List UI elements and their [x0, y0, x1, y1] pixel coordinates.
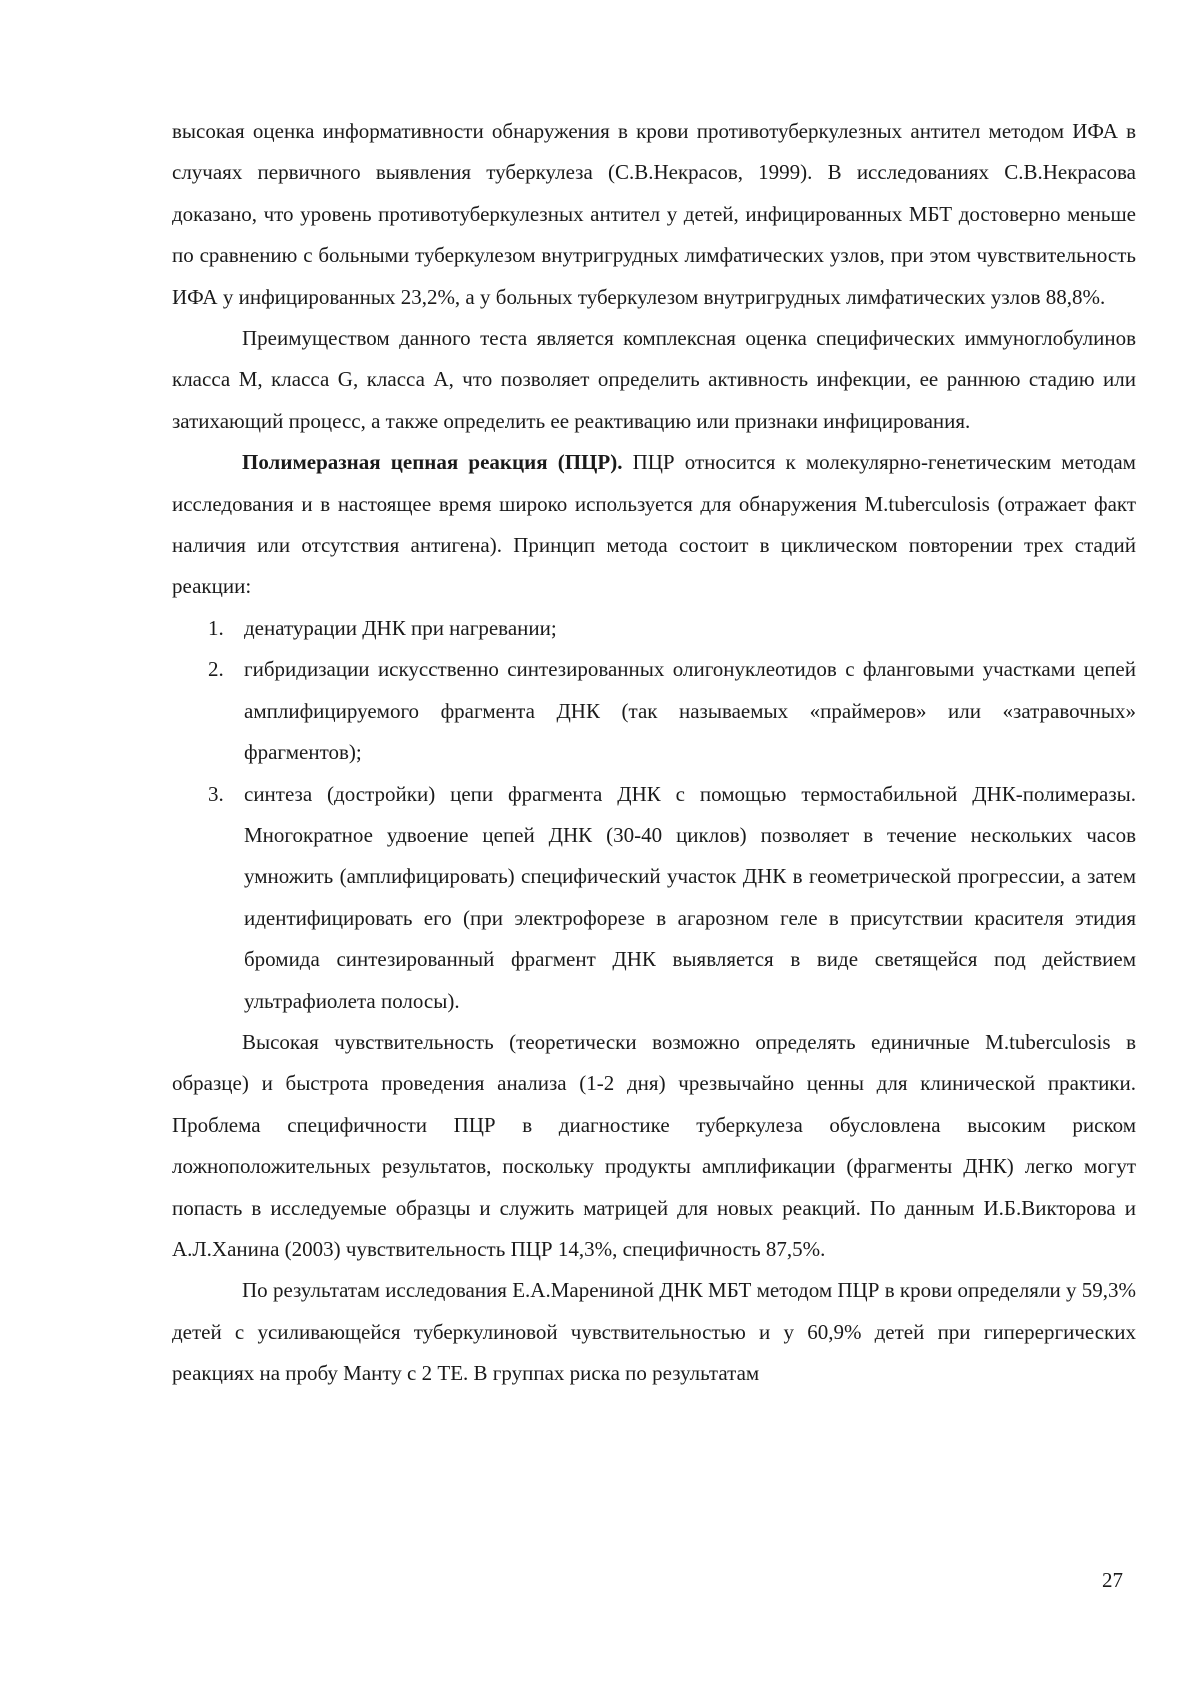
stage-text: гибридизации искусственно синтезированных олигонуклеотидов с фланговыми участками цепей амплифицируемого фрагмента ДНК (так называемых «праймеров» или «затравочных» фрагментов);	[244, 657, 1136, 765]
paragraph-marenina-results: По результатам исследования Е.А.Марениной ДНК МБТ методом ПЦР в крови определяли у 59,3% детей с усиливающейся туберкулиновой чувствительностью и у 60,9% детей при гиперергических реакциях на пробу Манту с 2 ТЕ. В группах риска по результатам	[172, 1278, 1136, 1386]
pcr-stage-item	[172, 649, 1136, 773]
paragraph-test-advantage: Преимуществом данного теста является комплексная оценка специфических иммуноглобулинов класса М, класса G, класса А, что позволяет определить активность инфекции, ее раннюю стадию или затихающий процесс, а также определить ее реактивацию или признаки инфицирования.	[172, 326, 1136, 433]
pcr-stages-list	[172, 608, 1136, 1022]
paragraph-pcr-sensitivity: Высокая чувствительность (теоретически возможно определять единичные M.tuberculosis в образце) и быстрота проведения анализа (1-2 дня) чрезвычайно ценны для клинической практики. Проблема специфичности ПЦР в диагностике туберкулеза обусловлена высоким риском ложноположительных результатов, поскольку продукты амплификации (фрагменты ДНК) легко могут попасть в исследуемые образцы и служить матрицей для новых реакций. По данным И.Б.Викторова и А.Л.Ханина (2003) чувствительность ПЦР 14,3%, специфичность 87,5%.	[172, 1029, 1136, 1261]
stage-number: 2.	[208, 657, 224, 682]
paragraph-ifa-informativeness: высокая оценка информативности обнаружения в крови противотуберкулезных антител методом ИФА в случаях первичного выявления туберкулеза (С.В.Некрасов, 1999). В исследованиях С.В.Некрасова доказано, что уровень противотуберкулезных антител у детей, инфицированных МБТ достоверно меньше по сравнению с больными туберкулезом внутригрудных лимфатических узлов, при этом чувствительность ИФА у инфицированных 23,2%, а у больных туберкулезом внутригрудных лимфатических узлов 88,8%.	[172, 119, 1136, 309]
stage-number: 3.	[208, 781, 224, 806]
stage-text: денатурации ДНК при нагревании;	[244, 615, 557, 640]
page-number: 27	[1102, 1568, 1123, 1592]
pcr-section-heading: Полимеразная цепная реакция (ПЦР).	[242, 450, 623, 475]
page-body	[172, 111, 1136, 1395]
paragraph-pcr-intro	[172, 442, 1136, 608]
pcr-stage-item	[172, 608, 1136, 649]
stage-text: синтеза (достройки) цепи фрагмента ДНК с помощью термостабильной ДНК-полимеразы. Многократное удвоение цепей ДНК (30-40 циклов) позволяет в течение нескольких часов умножить (амплифицировать) специфический участок ДНК в геометрической прогрессии, а затем идентифицировать его (при электрофорезе в агарозном геле в присутствии красителя этидия бромида синтезированный фрагмент ДНК выявляется в виде светящейся под действием ультрафиолета полосы).	[244, 781, 1136, 1013]
pcr-stage-item	[172, 774, 1136, 1022]
pcr-intro-text: ПЦР относится к молекулярно-генетическим методам исследования и в настоящее время широко используется для обнаружения M.tuberculosis (отражает факт наличия или отсутствия антигена). Принцип метода состоит в циклическом повторении трех стадий реакции:	[172, 450, 1136, 599]
stage-number: 1.	[208, 615, 224, 640]
